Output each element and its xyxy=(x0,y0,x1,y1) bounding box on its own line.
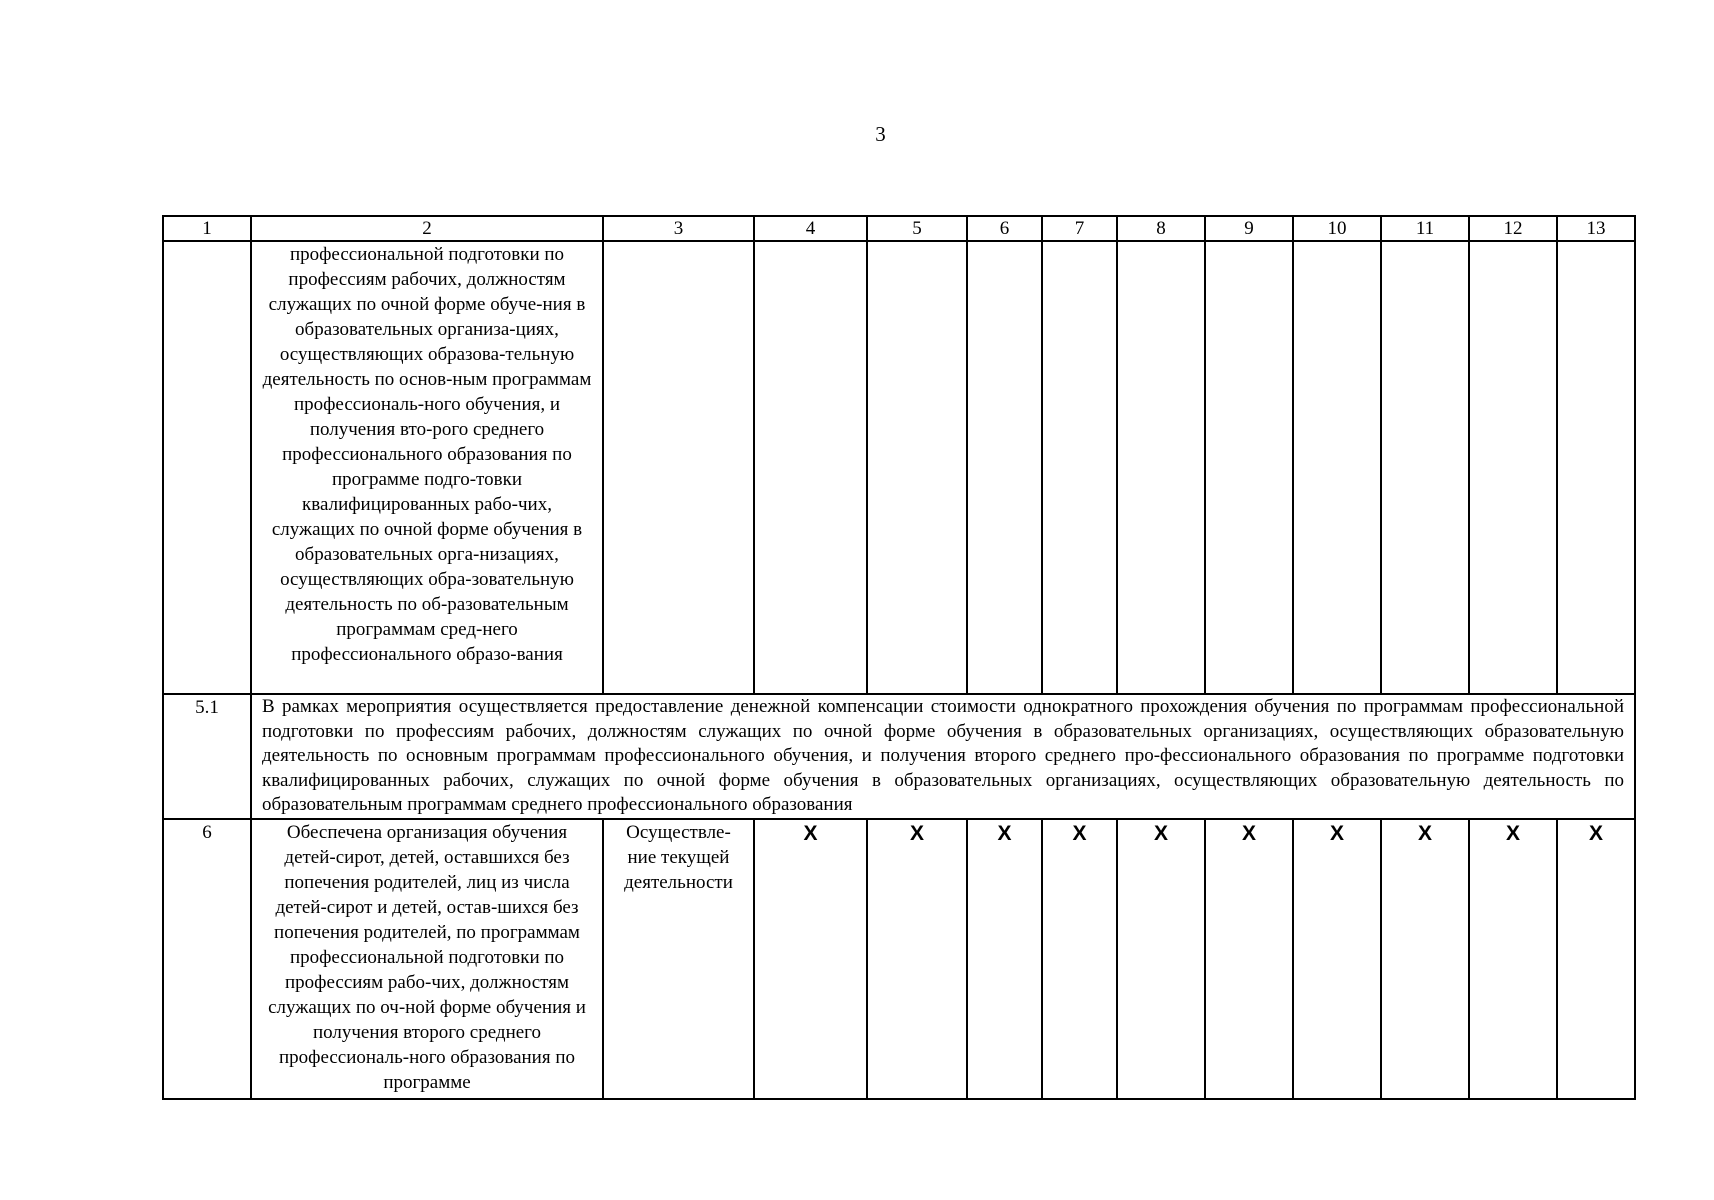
activity-type-cell: Осуществле-ние текущей деятельности xyxy=(603,819,754,1099)
column-number-cell: 4 xyxy=(754,216,867,241)
table-cell xyxy=(1557,241,1635,694)
x-mark-cell: X xyxy=(1557,819,1635,1099)
x-mark-cell: X xyxy=(1381,819,1469,1099)
column-number-cell: 1 xyxy=(163,216,251,241)
x-mark-cell: X xyxy=(1469,819,1557,1099)
table-cell xyxy=(967,241,1042,694)
x-mark-cell: X xyxy=(967,819,1042,1099)
table-cell xyxy=(1469,241,1557,694)
activity-description-cell: профессиональной подготовки по профессиям рабочих, должностям служащих по очной форме обуче-ния в образовательных организа-циях, осуществляющих образова-тельную деятельность по основ-ным программам профессиональ-ного обучения, и получения вто-рого среднего профессионального образования по программе подго-товки квалифицированных рабо-чих, служащих по очной форме обучения в образовательных орга-низациях, осуществляющих обра-зовательную деятельность по об-разовательным программам сред-него профессионального образо-вания xyxy=(251,241,603,694)
table-row-continued xyxy=(163,241,1635,694)
x-mark-cell: X xyxy=(1117,819,1205,1099)
column-number-cell: 11 xyxy=(1381,216,1469,241)
table-cell xyxy=(754,241,867,694)
table-cell xyxy=(1042,241,1117,694)
table-row-5-1 xyxy=(163,694,1635,819)
table-cell xyxy=(603,241,754,694)
activity-description-cell: Обеспечена организация обучения детей-сирот, детей, оставшихся без попечения родителей, лиц из числа детей-сирот и детей, остав-шихся без попечения родителей, по программам профессиональной подготовки по профессиям рабо-чих, должностям служащих по оч-ной форме обучения и получения второго среднего профессиональ-ного образования по программе xyxy=(251,819,603,1099)
table-cell xyxy=(1205,241,1293,694)
program-activities-table xyxy=(162,215,1636,1100)
column-number-cell: 8 xyxy=(1117,216,1205,241)
column-number-cell: 7 xyxy=(1042,216,1117,241)
row-number-cell: 5.1 xyxy=(163,694,251,819)
x-mark-cell: X xyxy=(1293,819,1381,1099)
row-number-cell xyxy=(163,241,251,694)
table-cell xyxy=(1117,241,1205,694)
column-number-cell: 2 xyxy=(251,216,603,241)
x-mark-cell: X xyxy=(1042,819,1117,1099)
table-row-6 xyxy=(163,819,1635,1099)
column-number-cell: 6 xyxy=(967,216,1042,241)
column-number-cell: 5 xyxy=(867,216,967,241)
table-cell xyxy=(867,241,967,694)
column-number-cell: 12 xyxy=(1469,216,1557,241)
column-number-row xyxy=(163,216,1635,241)
page-number: 3 xyxy=(875,122,886,146)
x-mark-cell: X xyxy=(754,819,867,1099)
activity-note-cell: В рамках мероприятия осуществляется предоставление денежной компенсации стоимости однократного прохождения обучения по программам профессиональной подготовки по профессиям рабочих, должностям служащих по очной форме обучения в образовательных организациях, осуществляющих образовательную деятельность по основным программам профессионального обучения, и получения второго среднего про-фессионального образования по программе подготовки квалифицированных рабочих, служащих по очной форме обучения в образовательных организациях, осуществляющих образовательную деятельность по образовательным программам среднего профессионального образования xyxy=(251,694,1635,819)
column-number-cell: 3 xyxy=(603,216,754,241)
column-number-cell: 10 xyxy=(1293,216,1381,241)
column-number-cell: 13 xyxy=(1557,216,1635,241)
column-number-cell: 9 xyxy=(1205,216,1293,241)
table-cell xyxy=(1293,241,1381,694)
x-mark-cell: X xyxy=(1205,819,1293,1099)
x-mark-cell: X xyxy=(867,819,967,1099)
row-number-cell: 6 xyxy=(163,819,251,1099)
table-cell xyxy=(1381,241,1469,694)
